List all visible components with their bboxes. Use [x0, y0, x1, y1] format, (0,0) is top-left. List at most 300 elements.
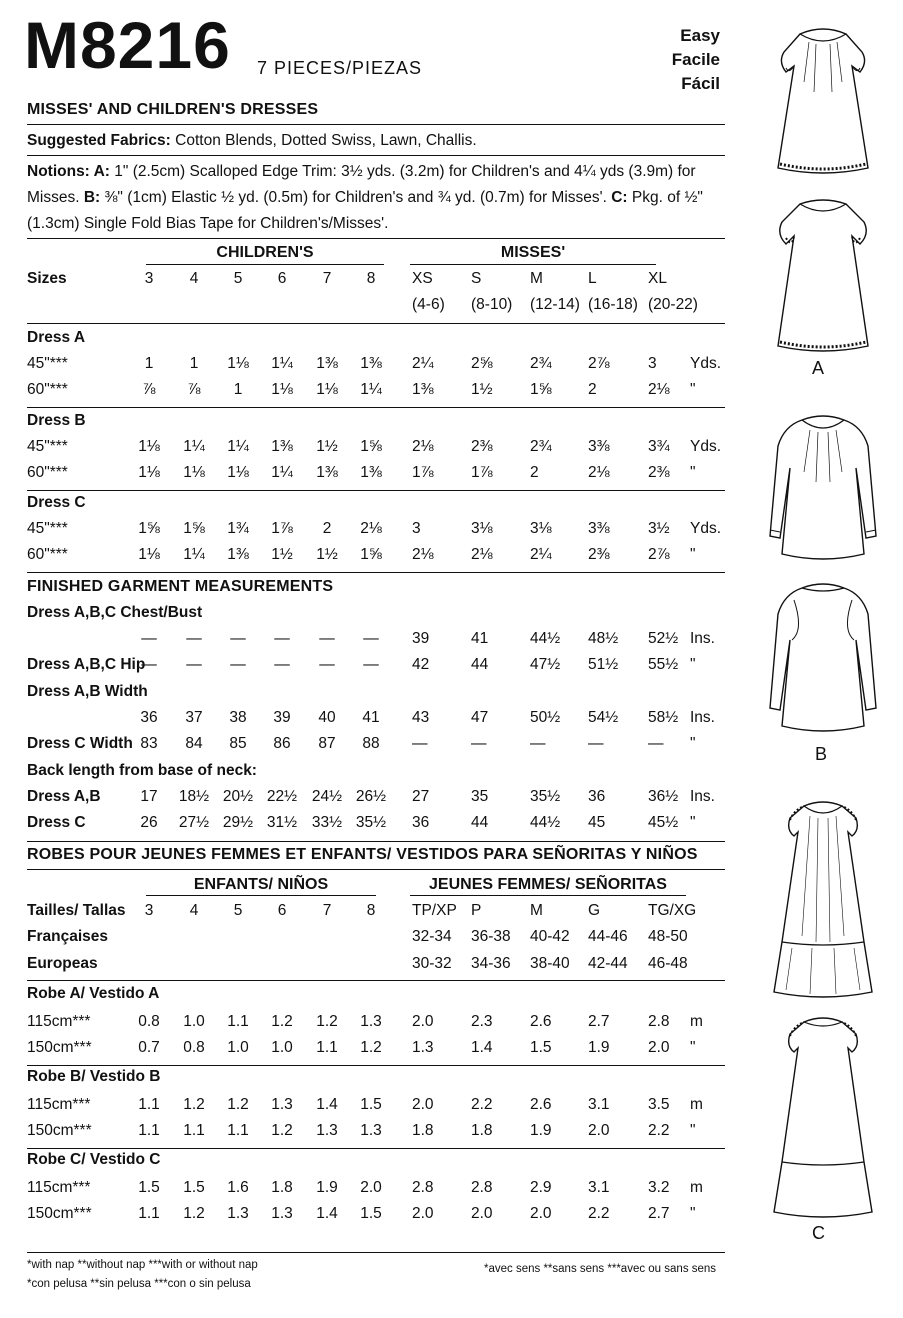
value-cell: 47½	[530, 656, 561, 673]
row-label: 150cm***	[27, 1039, 92, 1056]
value-cell: 1.6	[227, 1179, 249, 1196]
value-cell: 2¼	[412, 355, 434, 372]
notions-b-label: B:	[83, 189, 101, 206]
value-cell: 3.2	[648, 1179, 670, 1196]
value-cell: 24½	[311, 788, 343, 805]
divider	[27, 407, 725, 408]
value-cell: 50½	[530, 709, 561, 726]
value-cell: 1⅛	[138, 438, 160, 455]
jeunes-header: JEUNES FEMMES/ SEÑORITAS	[429, 876, 667, 893]
unit-cell: "	[690, 546, 696, 563]
jeunes-header-rule	[410, 895, 686, 896]
size-cell: 7	[322, 270, 332, 287]
value-cell: 1.9	[530, 1122, 552, 1139]
value-cell: 1¼	[183, 438, 205, 455]
size-cell: 4	[189, 270, 199, 287]
value-cell: 1¼	[183, 546, 205, 563]
figure-b-label: B	[815, 744, 828, 764]
value-cell: 0.8	[183, 1039, 205, 1056]
value-cell: 83	[140, 735, 158, 752]
value-cell: 1¾	[227, 520, 249, 537]
value-cell: 1.2	[183, 1096, 205, 1113]
row-label: 150cm***	[27, 1122, 92, 1139]
value-cell: 44	[471, 656, 489, 673]
value-cell: —	[186, 630, 202, 647]
value-cell: 1.1	[316, 1039, 338, 1056]
notions-label: Notions:	[27, 163, 94, 180]
notions-a-label: A:	[93, 163, 110, 180]
value-cell: 36	[412, 814, 430, 831]
back-length-label-row	[0, 762, 903, 786]
value-cell: 1½	[316, 438, 338, 455]
value-cell: 1⅛	[183, 464, 205, 481]
value-cell: 1⅝	[183, 520, 205, 537]
value-cell: 3½	[648, 520, 670, 537]
value-cell: 1⅜	[412, 381, 434, 398]
value-cell: 40	[318, 709, 336, 726]
value-cell: —	[186, 656, 202, 673]
value-cell: 3⅛	[530, 520, 552, 537]
pieces-count: 7 PIECES/PIEZAS	[257, 58, 423, 78]
value-cell: ⅞	[142, 381, 156, 398]
size-cell: XS	[412, 270, 433, 287]
value-cell: 1.3	[360, 1122, 382, 1139]
value-cell: 1⅞	[271, 520, 293, 537]
unit-cell: Yds.	[690, 520, 722, 537]
value-cell: 1⅜	[360, 355, 382, 372]
value-cell: 2¾	[530, 438, 552, 455]
value-cell: 45	[588, 814, 606, 831]
row-label: 150cm***	[27, 1205, 92, 1222]
value-cell: 1⅝	[360, 438, 382, 455]
value-cell: 1.2	[271, 1013, 293, 1030]
value-cell: 1.4	[316, 1205, 338, 1222]
size-cell: 3	[144, 902, 154, 919]
value-cell: 55½	[648, 656, 679, 673]
unit-cell: Yds.	[690, 438, 722, 455]
robe-name: Robe C/ Vestido C	[27, 1151, 161, 1168]
back-length-label: Back length from base of neck:	[27, 762, 257, 779]
value-cell: 1.2	[316, 1013, 338, 1030]
value-cell: 2⅛	[412, 546, 434, 563]
value-cell: 2.0	[360, 1179, 382, 1196]
value-cell: 1.1	[183, 1122, 205, 1139]
unit-cell: Ins.	[690, 709, 715, 726]
value-cell: —	[230, 630, 246, 647]
dress-name: Dress C	[27, 494, 86, 511]
row-label: Dress C	[27, 814, 86, 831]
size-cell: P	[471, 902, 482, 919]
value-cell: 39	[273, 709, 291, 726]
value-cell: 39	[412, 630, 430, 647]
value-cell: 29½	[222, 814, 254, 831]
value-cell: 36½	[648, 788, 679, 805]
value-cell: 1.5	[360, 1205, 382, 1222]
dress-a-back-illustration	[764, 196, 882, 352]
size-cell: 8	[366, 902, 376, 919]
value-cell: 2⅛	[412, 438, 434, 455]
value-cell: 1.2	[271, 1122, 293, 1139]
value-cell: 3¾	[648, 438, 670, 455]
unit-cell: Ins.	[690, 630, 715, 647]
value-cell: 1⅝	[138, 520, 160, 537]
divider	[27, 238, 725, 239]
value-cell: 2⅛	[471, 546, 493, 563]
value-cell: 87	[318, 735, 336, 752]
unit-cell: m	[690, 1013, 703, 1030]
dress-a-front-illustration	[764, 22, 882, 174]
dress-c-front-illustration	[764, 796, 882, 998]
yardage-row	[0, 381, 903, 405]
value-cell: 1.0	[271, 1039, 293, 1056]
value-cell: —	[319, 630, 335, 647]
size-cell: 7	[322, 902, 332, 919]
value-cell: 1¼	[360, 381, 382, 398]
unit-cell: "	[690, 1039, 696, 1056]
value-cell: 1¼	[227, 438, 249, 455]
value-cell: 1.2	[360, 1039, 382, 1056]
value-cell: 1⅞	[412, 464, 434, 481]
row-label: Dress A,B	[27, 788, 101, 805]
value-cell: 3	[412, 520, 421, 537]
dress-b-back-illustration	[764, 580, 882, 734]
value-cell: 2⅛	[360, 520, 382, 537]
value-cell: 17	[140, 788, 158, 805]
notions-c-text: Pkg. of ½" (1.3cm) Single Fold Bias Tape for Children's/Misses'.	[27, 189, 703, 232]
size-range: 30-32	[412, 955, 452, 972]
value-cell: 3⅜	[588, 438, 610, 455]
value-cell: 38	[229, 709, 247, 726]
value-cell: —	[319, 656, 335, 673]
value-cell: 1.1	[227, 1013, 249, 1030]
size-cell: TP/XP	[412, 902, 457, 919]
value-cell: 20½	[222, 788, 254, 805]
value-cell: 2⅝	[471, 355, 493, 372]
width-c-row	[0, 735, 903, 759]
divider	[27, 841, 725, 842]
value-cell: 3.1	[588, 1179, 610, 1196]
value-cell: 2.2	[648, 1122, 670, 1139]
value-cell: 2.3	[471, 1013, 493, 1030]
unit-cell: Ins.	[690, 788, 715, 805]
value-cell: 31½	[266, 814, 298, 831]
size-cell: 3	[144, 270, 154, 287]
value-cell: 85	[229, 735, 247, 752]
value-cell: 44	[471, 814, 489, 831]
dress-name: Dress A	[27, 329, 86, 346]
value-cell: 37	[185, 709, 203, 726]
value-cell: 2.0	[412, 1096, 434, 1113]
unit-cell: "	[690, 656, 696, 673]
value-cell: 84	[185, 735, 203, 752]
value-cell: 2.7	[588, 1013, 610, 1030]
value-cell: 26	[140, 814, 158, 831]
children-header-rule	[146, 264, 384, 265]
divider	[27, 869, 725, 870]
value-cell: 1⅜	[271, 438, 293, 455]
unit-cell: Yds.	[690, 355, 722, 372]
value-cell: 2.0	[530, 1205, 552, 1222]
value-cell: 2⅞	[588, 355, 610, 372]
children-header: CHILDREN'S	[216, 244, 314, 261]
value-cell: 1.3	[227, 1205, 249, 1222]
value-cell: 2⅜	[588, 546, 610, 563]
nap-legend-en-es	[27, 1256, 258, 1294]
value-cell: 2.7	[648, 1205, 670, 1222]
value-cell: 1.3	[360, 1013, 382, 1030]
value-cell: 27½	[178, 814, 210, 831]
value-cell: 26½	[355, 788, 387, 805]
row-label: 115cm***	[27, 1179, 91, 1196]
unit-cell: "	[690, 735, 696, 752]
value-cell: 1⅝	[530, 381, 552, 398]
size-cell: 4	[189, 902, 199, 919]
value-cell: 27	[412, 788, 430, 805]
size-cell: 6	[277, 270, 287, 287]
notions-a-text: 1" (2.5cm) Scalloped Edge Trim: 3½ yds. (3.2m) for Children's and 4¼ yds (3.9m) for Misses.	[27, 163, 696, 206]
value-cell: 33½	[311, 814, 343, 831]
value-cell: 1⅝	[360, 546, 382, 563]
chest-label: Dress A,B,C Chest/Bust	[27, 604, 203, 621]
value-cell: 0.8	[138, 1013, 160, 1030]
value-cell: 1	[144, 355, 154, 372]
value-cell: 52½	[648, 630, 679, 647]
pattern-number: M8216	[24, 8, 231, 82]
value-cell: 2.0	[648, 1039, 670, 1056]
enfants-header-rule	[146, 895, 376, 896]
value-cell: 36	[588, 788, 606, 805]
value-cell: 1⅞	[471, 464, 493, 481]
value-cell: —	[141, 630, 157, 647]
value-cell: 1⅛	[316, 381, 338, 398]
value-cell: 2⅛	[588, 464, 610, 481]
value-cell: 2⅞	[648, 546, 670, 563]
dress-b-front-illustration	[764, 412, 882, 562]
value-cell: 1.1	[138, 1205, 160, 1222]
francaises-label: Françaises	[27, 928, 108, 945]
pattern-title: MISSES' AND CHILDREN'S DRESSES	[27, 101, 319, 118]
value-cell: ⅞	[187, 381, 201, 398]
value-cell: 1.5	[183, 1179, 205, 1196]
value-cell: 1.1	[138, 1122, 160, 1139]
value-cell: 2⅜	[648, 464, 670, 481]
size-cell: L	[588, 270, 597, 287]
value-cell: 1¼	[271, 355, 293, 372]
value-cell: 35½	[530, 788, 561, 805]
size-range: (20-22)	[648, 296, 698, 313]
size-range: (4-6)	[412, 296, 445, 313]
row-label: 60"***	[27, 464, 68, 481]
value-cell: 1¼	[271, 464, 293, 481]
size-cell: S	[471, 270, 482, 287]
divider	[27, 1065, 725, 1066]
value-cell: 1.3	[271, 1096, 293, 1113]
sizes-label: Sizes	[27, 270, 67, 287]
value-cell: 1.3	[271, 1205, 293, 1222]
value-cell: 2.0	[412, 1205, 434, 1222]
value-cell: —	[363, 656, 379, 673]
size-range: (8-10)	[471, 296, 513, 313]
dress-name: Dress B	[27, 412, 86, 429]
value-cell: 1.0	[227, 1039, 249, 1056]
figure-c-label: C	[812, 1223, 825, 1243]
divider	[27, 124, 725, 125]
size-range: 32-34	[412, 928, 452, 945]
value-cell: 44½	[530, 630, 561, 647]
value-cell: 3	[648, 355, 657, 372]
value-cell: 1.0	[183, 1013, 205, 1030]
size-cell: XL	[648, 270, 667, 287]
value-cell: 2	[322, 520, 332, 537]
difficulty-level	[660, 24, 720, 96]
value-cell: 2.6	[530, 1096, 552, 1113]
value-cell: 2.2	[471, 1096, 493, 1113]
value-cell: 41	[471, 630, 489, 647]
value-cell: —	[230, 656, 246, 673]
value-cell: 1⅛	[227, 355, 249, 372]
value-cell: 1⅜	[316, 355, 338, 372]
row-label: 60"***	[27, 381, 68, 398]
tailles-label: Tailles/ Tallas	[27, 902, 126, 919]
size-cell: 5	[233, 902, 243, 919]
value-cell: 2.8	[648, 1013, 670, 1030]
divider	[27, 572, 725, 573]
size-range: 36-38	[471, 928, 511, 945]
value-cell: 1⅜	[360, 464, 382, 481]
notions-b-text: ⅜" (1cm) Elastic ½ yd. (0.5m) for Children's and ¾ yd. (0.7m) for Misses'.	[100, 189, 612, 206]
value-cell: 47	[471, 709, 489, 726]
size-range: (12-14)	[530, 296, 580, 313]
value-cell: 1⅛	[138, 464, 160, 481]
value-cell: 2	[588, 381, 597, 398]
value-cell: 58½	[648, 709, 679, 726]
notions	[27, 159, 717, 237]
value-cell: 2	[530, 464, 539, 481]
value-cell: 36	[140, 709, 158, 726]
width-ab-label: Dress A,B Width	[27, 683, 148, 700]
value-cell: 3.5	[648, 1096, 670, 1113]
size-range: 38-40	[530, 955, 570, 972]
fr-es-title: ROBES POUR JEUNES FEMMES ET ENFANTS/ VESTIDOS PARA SEÑORITAS Y NIÑOS	[27, 846, 698, 863]
divider	[27, 155, 725, 156]
value-cell: 1½	[271, 546, 293, 563]
value-cell: 3.1	[588, 1096, 610, 1113]
value-cell: 1.2	[227, 1096, 249, 1113]
divider	[27, 323, 725, 324]
divider	[27, 1252, 725, 1253]
value-cell: 1.4	[471, 1039, 493, 1056]
value-cell: 1½	[316, 546, 338, 563]
value-cell: 44½	[530, 814, 561, 831]
divider	[27, 980, 725, 981]
value-cell: 1.5	[530, 1039, 552, 1056]
size-cell: M	[530, 902, 543, 919]
value-cell: 1.3	[316, 1122, 338, 1139]
value-cell: 1.1	[227, 1122, 249, 1139]
value-cell: —	[588, 735, 604, 752]
value-cell: 54½	[588, 709, 619, 726]
value-cell: —	[363, 630, 379, 647]
robe-name: Robe B/ Vestido B	[27, 1068, 161, 1085]
value-cell: 51½	[588, 656, 619, 673]
value-cell: 48½	[588, 630, 619, 647]
nap-legend-en: *with nap **without nap ***with or without nap	[27, 1259, 258, 1271]
value-cell: 1⅜	[227, 546, 249, 563]
size-range: 44-46	[588, 928, 628, 945]
value-cell: 2.8	[471, 1179, 493, 1196]
value-cell: 42	[412, 656, 430, 673]
value-cell: 43	[412, 709, 430, 726]
unit-cell: "	[690, 381, 696, 398]
unit-cell: "	[690, 1205, 696, 1222]
row-label: Dress A,B,C Hip	[27, 656, 146, 673]
misses-header-rule	[410, 264, 656, 265]
row-label: 60"***	[27, 546, 68, 563]
size-cell: TG/XG	[648, 902, 697, 919]
value-cell: 2.9	[530, 1179, 552, 1196]
notions-c-label: C:	[611, 189, 628, 206]
size-range: 42-44	[588, 955, 628, 972]
europeas-label: Europeas	[27, 955, 98, 972]
value-cell: 1.1	[138, 1096, 160, 1113]
value-cell: 3⅜	[588, 520, 610, 537]
robe-name: Robe A/ Vestido A	[27, 985, 160, 1002]
unit-cell: "	[690, 1122, 696, 1139]
value-cell: 1½	[471, 381, 493, 398]
value-cell: 22½	[266, 788, 298, 805]
size-range: 46-48	[648, 955, 688, 972]
suggested-fabrics-label: Suggested Fabrics:	[27, 132, 171, 149]
difficulty-en: Easy	[680, 26, 720, 45]
difficulty-fr: Facile	[671, 50, 720, 69]
row-label: 45"***	[27, 355, 68, 372]
unit-cell: m	[690, 1096, 703, 1113]
size-cell: 8	[366, 270, 376, 287]
value-cell: 2.8	[412, 1179, 434, 1196]
value-cell: 88	[362, 735, 380, 752]
figure-a-label: A	[812, 358, 825, 378]
value-cell: 2⅜	[471, 438, 493, 455]
size-range: 34-36	[471, 955, 511, 972]
value-cell: 1⅜	[316, 464, 338, 481]
value-cell: 2¼	[530, 546, 552, 563]
value-cell: 1.2	[183, 1205, 205, 1222]
value-cell: 1.9	[588, 1039, 610, 1056]
nap-legend-fr: *avec sens **sans sens ***avec ou sans sens	[484, 1263, 717, 1275]
size-cell: M	[530, 270, 543, 287]
value-cell: —	[471, 735, 487, 752]
divider	[27, 1148, 725, 1149]
value-cell: 1	[189, 355, 199, 372]
value-cell: —	[141, 656, 157, 673]
value-cell: 1.8	[412, 1122, 434, 1139]
value-cell: 2.0	[471, 1205, 493, 1222]
value-cell: 1.9	[316, 1179, 338, 1196]
unit-cell: "	[690, 464, 696, 481]
value-cell: —	[412, 735, 428, 752]
yardage-row	[0, 355, 903, 379]
value-cell: 2.0	[588, 1122, 610, 1139]
value-cell: 35½	[355, 814, 387, 831]
row-label: 45"***	[27, 520, 68, 537]
value-cell: 1.8	[271, 1179, 293, 1196]
enfants-header: ENFANTS/ NIÑOS	[193, 876, 329, 893]
suggested-fabrics	[27, 128, 727, 154]
difficulty-es: Fácil	[681, 74, 720, 93]
value-cell: 1⅛	[271, 381, 293, 398]
row-label: 115cm***	[27, 1096, 91, 1113]
size-range: (16-18)	[588, 296, 638, 313]
